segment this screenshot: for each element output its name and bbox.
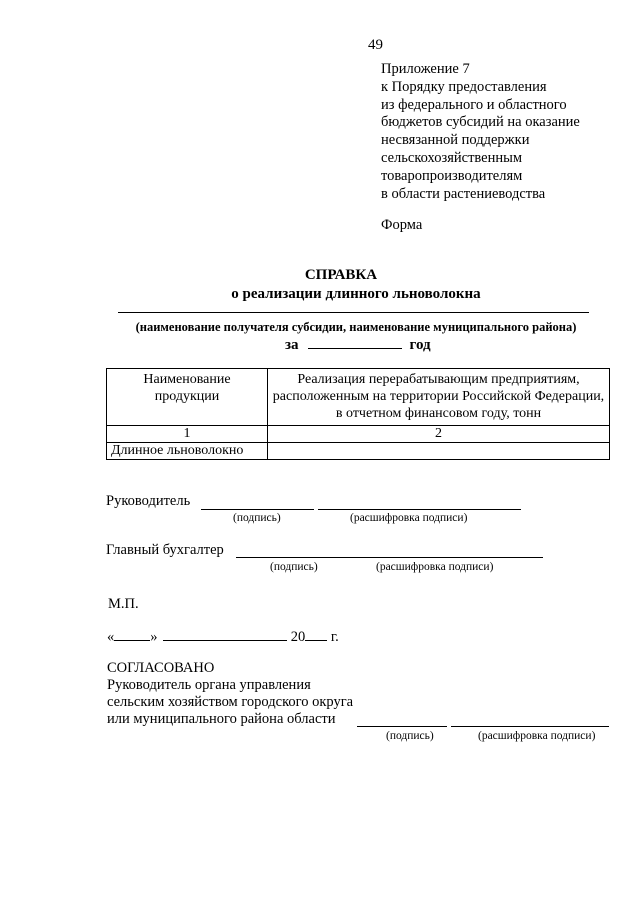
agreed-name-line[interactable] [451,726,609,727]
head-signature-caption: (подпись) [233,512,281,524]
accountant-label: Главный бухгалтер [106,542,224,558]
appendix-line: товаропроизводителям [381,167,523,184]
appendix-line: из федерального и областного [381,96,567,113]
period-year-field[interactable] [308,336,402,349]
recipient-name-line[interactable] [118,312,589,313]
appendix-line: в области растениеводства [381,185,546,202]
date-close-quote: » [150,629,158,645]
head-name-caption: (расшифровка подписи) [350,512,468,524]
table-header-cell: Наименование продукции [107,369,268,426]
table-cell-value[interactable] [268,443,610,460]
period-prefix: за [285,337,299,353]
agreed-line: или муниципального района области [107,711,336,727]
table-header-cell: Реализация перерабатывающим предприятиям, расположенным на территории Российской Федерации, в отчетном финансовом году, тонн [268,369,610,426]
page-number: 49 [368,37,383,53]
agreed-signature-caption: (подпись) [386,730,434,742]
accountant-signature-line[interactable] [236,557,543,558]
table-row [107,443,610,460]
table-cell-product: Длинное льноволокно [107,443,268,460]
head-name-line[interactable] [318,509,521,510]
table-column-numbers-row [107,426,610,443]
agreed-title: СОГЛАСОВАНО [107,660,215,676]
appendix-line: несвязанной поддержки [381,132,530,149]
agreed-line: сельским хозяйством городского округа [107,694,354,710]
date-year-prefix: 20 [290,629,306,645]
recipient-caption: (наименование получателя субсидии, наименование муниципального района) [135,320,577,334]
date-month-field[interactable] [163,628,287,641]
appendix-line: бюджетов субсидий на оказание [381,114,580,131]
head-label: Руководитель [106,493,191,509]
table-column-number: 1 [107,426,268,443]
date-day-field[interactable] [114,628,150,641]
sales-table [106,368,610,460]
table-column-number: 2 [268,426,610,443]
date-row [107,628,339,646]
appendix-line: сельскохозяйственным [381,149,523,166]
date-open-quote: « [107,629,115,645]
form-label: Форма [381,217,423,233]
appendix-line: к Порядку предоставления [381,78,547,95]
stamp-place: М.П. [108,596,139,612]
agreed-line: Руководитель органа управления [107,677,311,693]
accountant-signature-caption: (подпись) [270,561,318,573]
accountant-name-caption: (расшифровка подписи) [376,561,494,573]
head-signature-line[interactable] [201,509,314,510]
agreed-block [107,660,353,728]
period-suffix: год [409,337,431,353]
appendix-line: Приложение 7 [381,61,470,77]
agreed-name-caption: (расшифровка подписи) [478,730,596,742]
document-title: СПРАВКА [304,267,378,283]
appendix-header [381,61,621,203]
table-header-row [107,369,610,426]
date-year-suffix: г. [330,629,339,645]
date-year-field[interactable] [305,628,327,641]
agreed-signature-line[interactable] [357,726,447,727]
document-subtitle: о реализации длинного льноволокна [231,286,481,302]
period-row [285,336,431,354]
